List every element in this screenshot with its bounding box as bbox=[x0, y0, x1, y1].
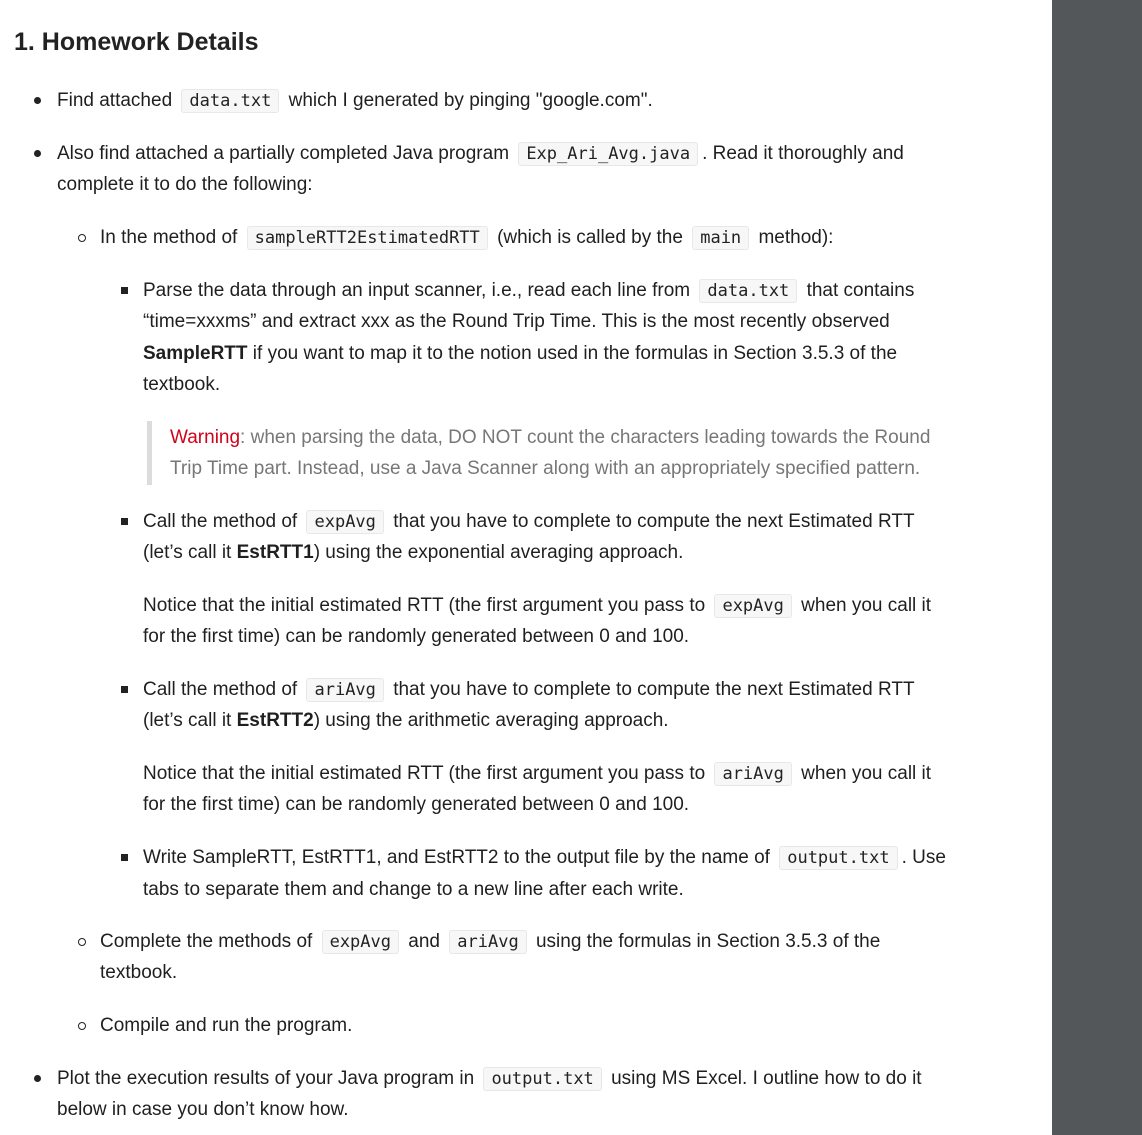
inline-code: data.txt bbox=[181, 89, 279, 113]
bullet-disc bbox=[34, 97, 41, 104]
text: Write SampleRTT, EstRTT1, and EstRTT2 to the output file by the name of bbox=[143, 847, 770, 868]
inline-code: output.txt bbox=[483, 1067, 601, 1091]
step-continuation bbox=[143, 338, 897, 369]
bullet-square bbox=[121, 287, 128, 294]
text: Plot the execution results of your Java program in bbox=[57, 1068, 475, 1089]
step-write-output bbox=[143, 842, 946, 874]
text: Notice that the initial estimated RTT (the first argument you pass to bbox=[143, 763, 706, 784]
bold-term: SampleRTT bbox=[143, 343, 248, 364]
text: that contains bbox=[806, 280, 915, 301]
warning-blockquote bbox=[170, 422, 930, 453]
inline-code: expAvg bbox=[322, 930, 399, 954]
sub-item-method bbox=[100, 222, 833, 254]
step-note-continuation: for the first time) can be randomly generated between 0 and 100. bbox=[143, 794, 690, 815]
inline-code: main bbox=[692, 226, 749, 250]
inline-code: data.txt bbox=[699, 279, 797, 303]
text: when you call it bbox=[801, 763, 932, 784]
right-sidebar bbox=[1052, 0, 1142, 1135]
text: method): bbox=[758, 227, 834, 248]
text: Call the method of bbox=[143, 511, 298, 532]
bullet-disc bbox=[34, 1075, 41, 1082]
step-continuation bbox=[143, 705, 669, 736]
list-item-find-data bbox=[57, 85, 653, 117]
text: Notice that the initial estimated RTT (the first argument you pass to bbox=[143, 595, 706, 616]
sub-item-complete-methods bbox=[100, 926, 880, 958]
text: (let’s call it bbox=[143, 710, 237, 731]
step-continuation: textbook. bbox=[143, 374, 221, 395]
inline-code: expAvg bbox=[714, 594, 791, 618]
sub-item-continuation: textbook. bbox=[100, 962, 178, 983]
step-parse-data bbox=[143, 275, 914, 307]
inline-code: output.txt bbox=[779, 846, 897, 870]
sub-item-compile: Compile and run the program. bbox=[100, 1015, 353, 1036]
list-item-continuation: complete it to do the following: bbox=[57, 174, 313, 195]
bullet-circle bbox=[78, 234, 86, 242]
step-exp-avg bbox=[143, 506, 915, 538]
section-heading: 1. Homework Details bbox=[14, 28, 259, 56]
bullet-circle bbox=[78, 938, 86, 946]
text: if you want to map it to the notion used in the formulas in Section 3.5.3 of the bbox=[247, 343, 898, 364]
text: using the formulas in Section 3.5.3 of the bbox=[535, 931, 881, 952]
bold-term: EstRTT2 bbox=[236, 710, 314, 731]
text: . Use bbox=[901, 847, 946, 868]
text: : when parsing the data, DO NOT count the characters leading towards the Round bbox=[240, 427, 931, 448]
list-item-continuation: below in case you don’t know how. bbox=[57, 1099, 349, 1120]
step-ari-avg bbox=[143, 674, 915, 706]
inline-code: Exp_Ari_Avg.java bbox=[518, 142, 698, 166]
text: using MS Excel. I outline how to do it bbox=[611, 1068, 922, 1089]
warning-label: Warning bbox=[170, 427, 241, 448]
step-note-continuation: for the first time) can be randomly generated between 0 and 100. bbox=[143, 626, 690, 647]
bullet-square bbox=[121, 686, 128, 693]
inline-code: ariAvg bbox=[714, 762, 791, 786]
text: Complete the methods of bbox=[100, 931, 313, 952]
text: . Read it thoroughly and bbox=[702, 143, 904, 164]
list-item-java-program bbox=[57, 138, 904, 170]
bullet-square bbox=[121, 518, 128, 525]
step-continuation: tabs to separate them and change to a new line after each write. bbox=[143, 879, 684, 900]
warning-continuation: Trip Time part. Instead, use a Java Scanner along with an appropriately specified pattern. bbox=[170, 458, 921, 479]
list-item-plot bbox=[57, 1063, 922, 1095]
step-continuation: “time=xxxms” and extract xxx as the Round Trip Time. This is the most recently observed bbox=[143, 311, 890, 332]
text: ) using the arithmetic averaging approach. bbox=[313, 710, 669, 731]
inline-code: ariAvg bbox=[449, 930, 526, 954]
bullet-square bbox=[121, 854, 128, 861]
step-note bbox=[143, 590, 931, 622]
blockquote-bar bbox=[147, 421, 152, 485]
text: which I generated by pinging "google.com". bbox=[288, 90, 653, 111]
step-continuation bbox=[143, 537, 683, 568]
bullet-disc bbox=[34, 150, 41, 157]
text: and bbox=[408, 931, 440, 952]
text: that you have to complete to compute the next Estimated RTT bbox=[393, 511, 915, 532]
text: Call the method of bbox=[143, 679, 298, 700]
text: (let’s call it bbox=[143, 542, 237, 563]
text: (which is called by the bbox=[497, 227, 683, 248]
bullet-circle bbox=[78, 1022, 86, 1030]
text: when you call it bbox=[801, 595, 932, 616]
inline-code: ariAvg bbox=[306, 678, 383, 702]
text: Find attached bbox=[57, 90, 173, 111]
text: that you have to complete to compute the next Estimated RTT bbox=[393, 679, 915, 700]
step-note bbox=[143, 758, 931, 790]
text: ) using the exponential averaging approach. bbox=[313, 542, 684, 563]
text: Parse the data through an input scanner, i.e., read each line from bbox=[143, 280, 691, 301]
bold-term: EstRTT1 bbox=[236, 542, 314, 563]
inline-code: expAvg bbox=[306, 510, 383, 534]
text: In the method of bbox=[100, 227, 238, 248]
text: Also find attached a partially completed Java program bbox=[57, 143, 510, 164]
inline-code: sampleRTT2EstimatedRTT bbox=[247, 226, 488, 250]
